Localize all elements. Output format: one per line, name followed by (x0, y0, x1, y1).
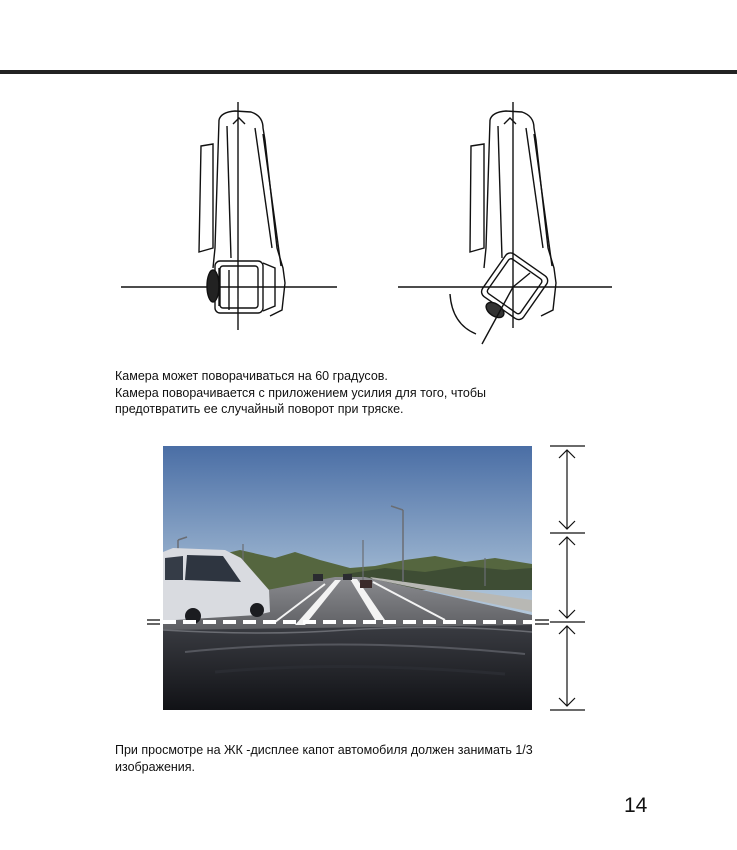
hood-caption-line-1: При просмотре на ЖК -дисплее капот автомобиля должен занимать 1/3 (115, 743, 533, 757)
header-rule (0, 70, 737, 74)
hood-caption-line-2: изображения. (115, 759, 196, 774)
rotation-caption (115, 368, 486, 418)
caption-line-2: Камера поворачивается с приложением усилия для того, чтобы (115, 385, 487, 400)
hood-boundary-line (147, 620, 549, 624)
camera-rotated-diagram (390, 98, 620, 348)
page-number: 14 (624, 794, 648, 817)
caption-line-1: Камера может поворачиваться на 60 градусов. (115, 369, 388, 383)
caption-line-3: предотвратить ее случайный поворот при тряске. (115, 402, 404, 416)
dashcam-view-illustration (145, 440, 595, 715)
road-photo (163, 446, 532, 710)
camera-straight-diagram (115, 98, 345, 338)
thirds-dimension-arrows (550, 446, 585, 710)
hood-caption (115, 742, 533, 775)
